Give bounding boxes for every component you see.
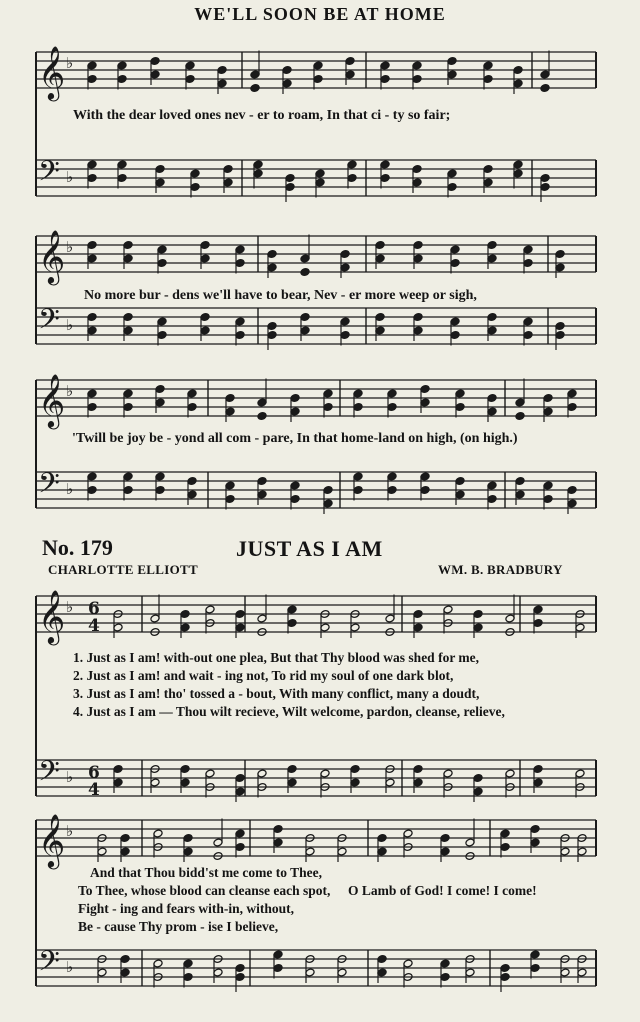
time-signature-bottom: 4 (88, 616, 100, 636)
hymn-title: JUST AS I AM (236, 536, 383, 561)
key-signature-flat-icon: ♭ (66, 768, 74, 786)
note-head (540, 84, 550, 93)
bass-clef-icon: 𝄢 (38, 155, 60, 195)
key-signature-flat-icon: ♭ (66, 598, 74, 616)
verse-2-line-b: To Thee, whose blood can cleanse each spot, (78, 883, 331, 898)
note-head (515, 412, 525, 421)
key-signature-flat-icon: ♭ (66, 316, 74, 334)
hymn-author: CHARLOTTE ELLIOTT (48, 562, 198, 577)
verse-3-line-b: Fight - ing and fears with-in, without, (78, 901, 295, 916)
note-head (250, 84, 260, 93)
verse-4-line-b: Be - cause Thy prom - ise I believe, (78, 919, 279, 934)
lyric-line-2: No more bur - dens we'll have to bear, Nev - er more weep or sigh, (84, 288, 477, 303)
key-signature-flat-icon: ♭ (66, 54, 74, 72)
bass-clef-icon: 𝄢 (38, 945, 60, 985)
verse-2-line-a: 2. Just as I am! and wait - ing not, To rid my soul of one dark blot, (73, 668, 454, 683)
note-head (300, 268, 310, 277)
key-signature-flat-icon: ♭ (66, 958, 74, 976)
treble-clef-icon: 𝄞 (38, 45, 66, 99)
lyric-line-3: 'Twill be joy be - yond all com - pare, In that home-land on high, (on high.) (72, 431, 518, 446)
key-signature-flat-icon: ♭ (66, 382, 74, 400)
hymn-composer: WM. B. BRADBURY (438, 562, 563, 577)
verse-1-line-b: And that Thou bidd'st me come to Thee, (90, 865, 323, 880)
verse-1-line-a: 1. Just as I am! with-out one plea, But that Thy blood was shed for me, (73, 650, 480, 665)
hymn-number: No. 179 (42, 535, 113, 560)
bass-clef-icon: 𝄢 (38, 467, 60, 507)
treble-clef-icon: 𝄞 (38, 229, 66, 283)
key-signature-flat-icon: ♭ (66, 822, 74, 840)
song-title: WE'LL SOON BE AT HOME (194, 4, 446, 24)
time-signature-top: 6 (88, 763, 100, 783)
lyric-line-1: With the dear loved ones nev - er to roam, In that ci - ty so fair; (73, 108, 451, 123)
treble-clef-icon: 𝄞 (38, 373, 66, 427)
refrain-line: O Lamb of God! I come! I come! (348, 883, 537, 898)
verse-3-line-a: 3. Just as I am! tho' tossed a - bout, With many conflict, many a doudt, (73, 686, 480, 701)
key-signature-flat-icon: ♭ (66, 238, 74, 256)
treble-clef-icon: 𝄞 (38, 813, 66, 867)
note-head (257, 412, 267, 421)
key-signature-flat-icon: ♭ (66, 168, 74, 186)
treble-clef-icon: 𝄞 (38, 589, 66, 643)
time-signature-bottom: 4 (88, 780, 100, 800)
time-signature-top: 6 (88, 599, 100, 619)
key-signature-flat-icon: ♭ (66, 480, 74, 498)
verse-4-line-a: 4. Just as I am — Thou wilt recieve, Wilt welcome, pardon, cleanse, relieve, (73, 704, 505, 719)
bass-clef-icon: 𝄢 (38, 303, 60, 343)
bass-clef-icon: 𝄢 (38, 755, 60, 795)
